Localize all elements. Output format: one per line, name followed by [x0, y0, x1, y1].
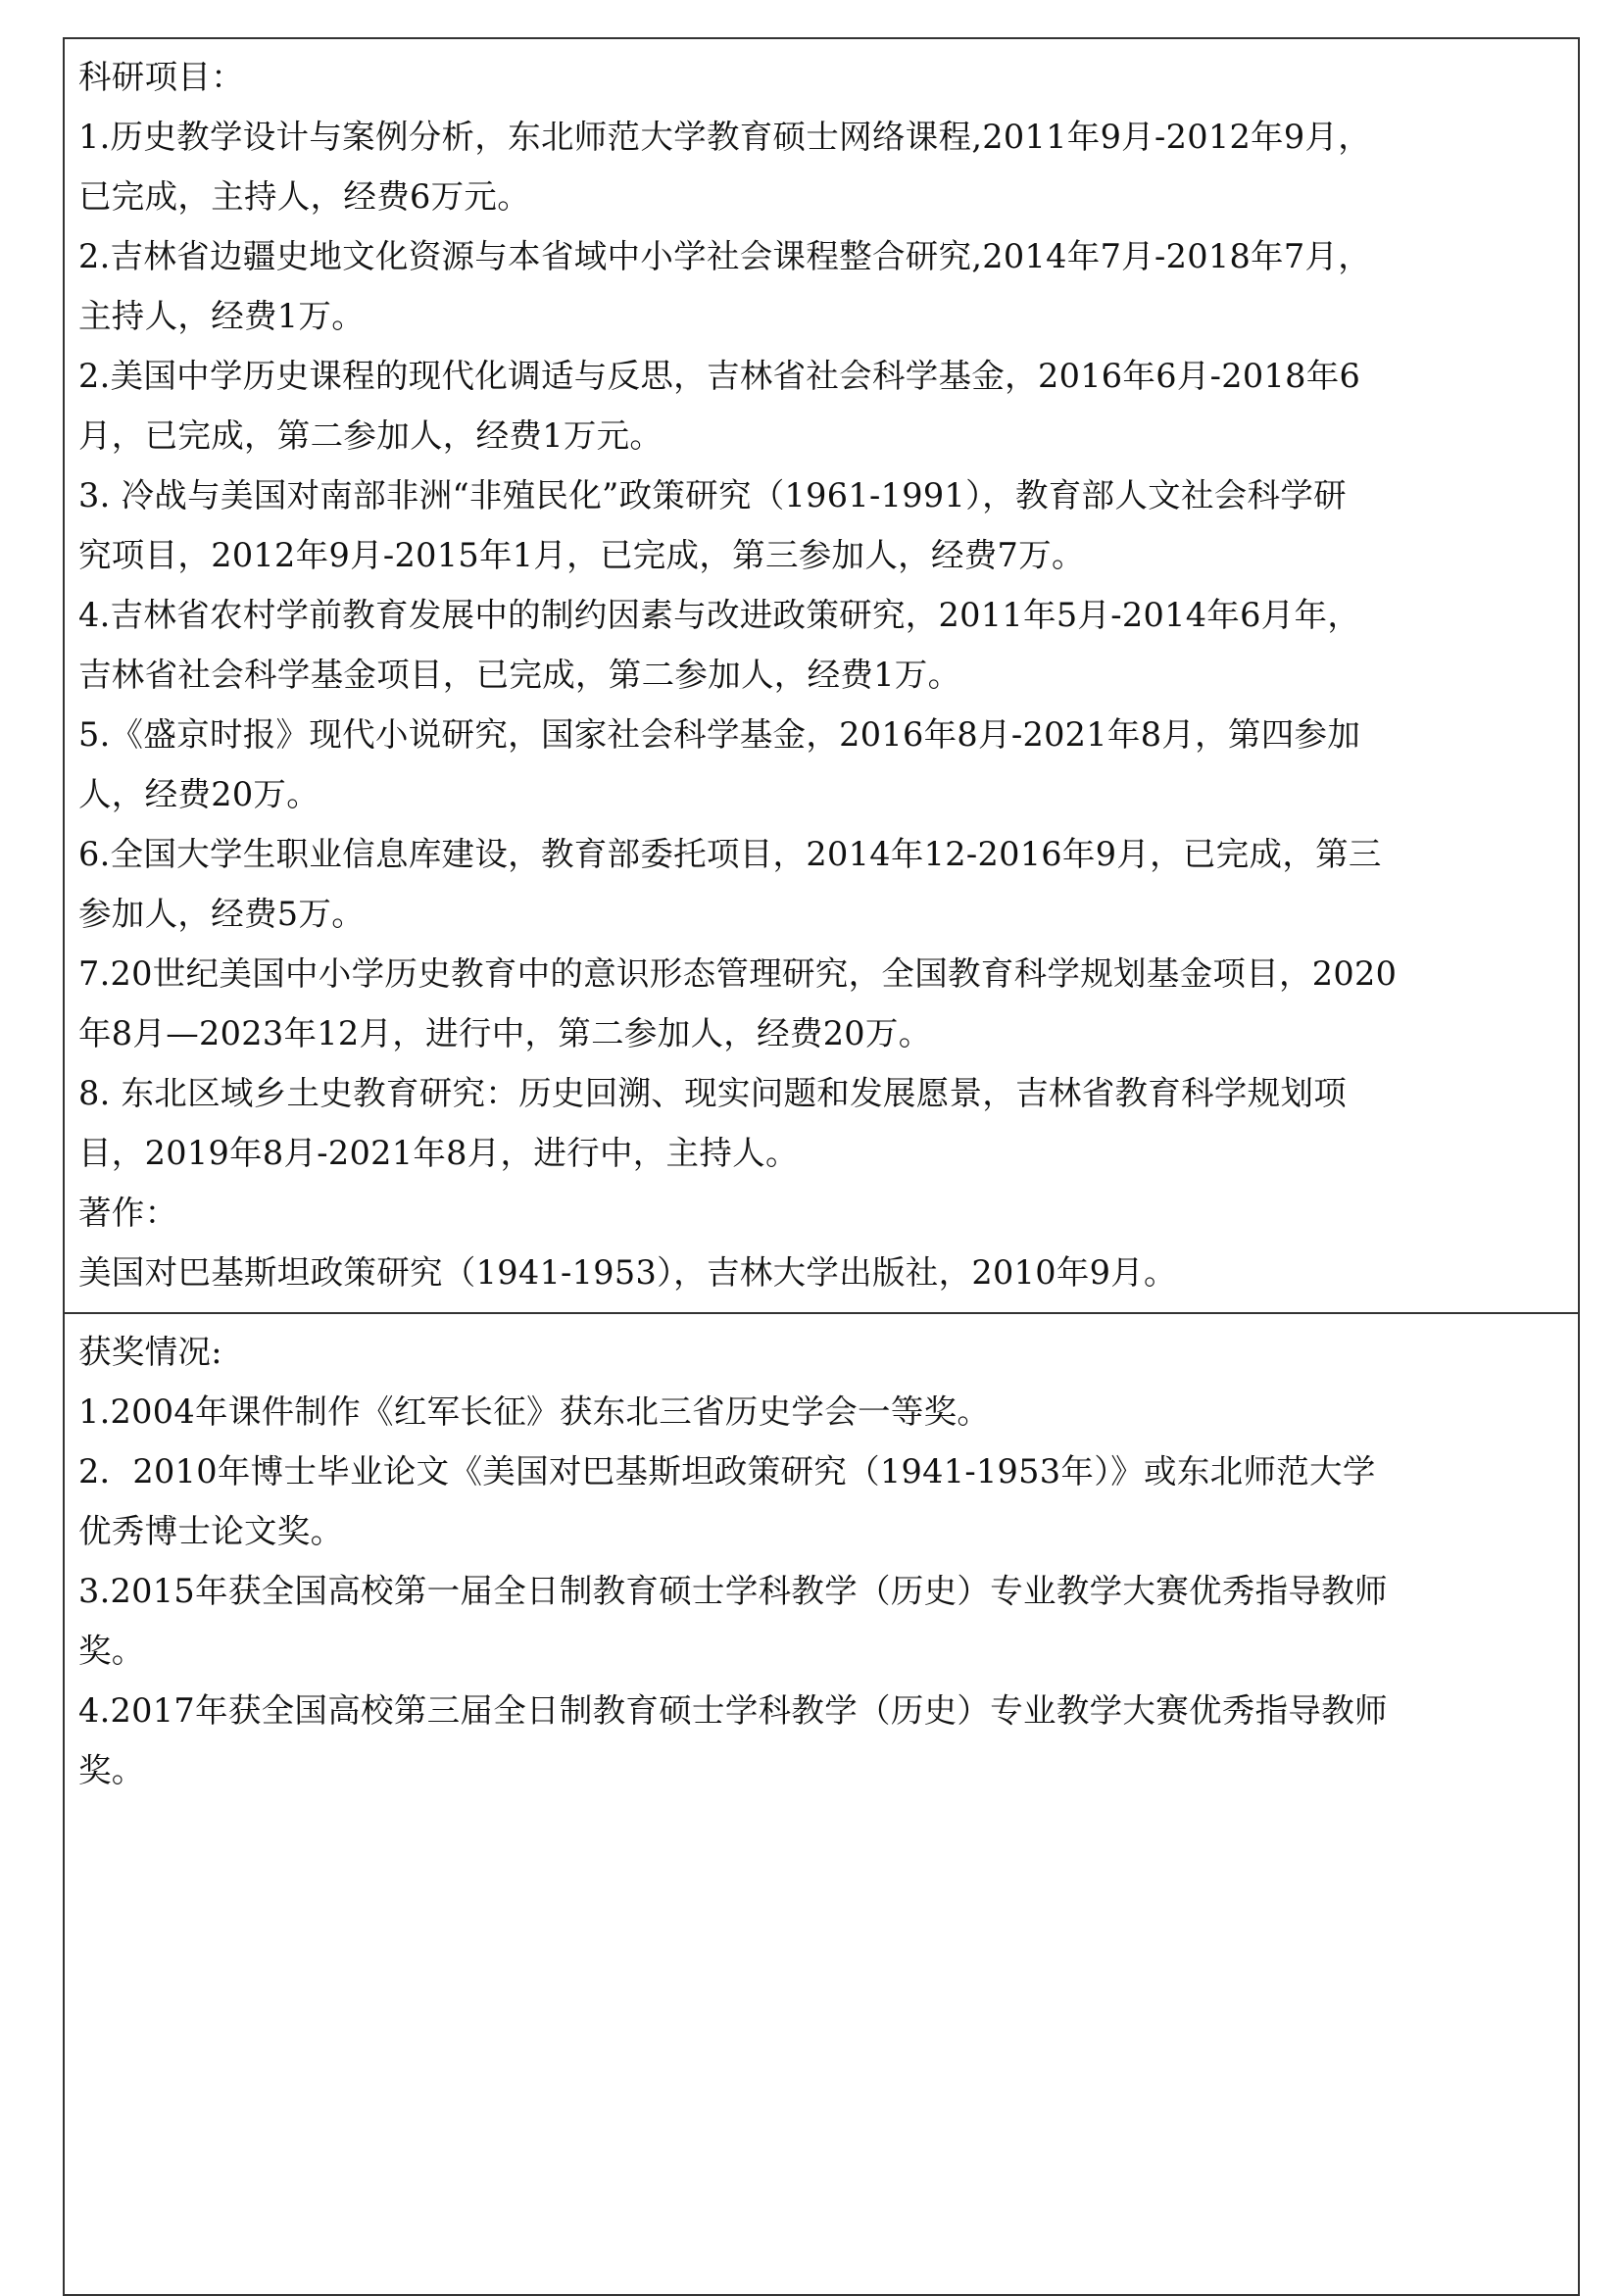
project-line: 2.美国中学历史课程的现代化调适与反思，吉林省社会科学基金，2016年6月-2018年6 [78, 357, 1361, 395]
project-line: 月，已完成，第二参加人，经费1万元。 [78, 416, 663, 455]
project-line: 主持人，经费1万。 [78, 297, 366, 335]
work-line: 美国对巴基斯坦政策研究（1941-1953），吉林大学出版社，2010年9月。 [78, 1253, 1177, 1292]
project-line: 3. 冷战与美国对南部非洲“非殖民化”政策研究（1961-1991），教育部人文社会科学研 [78, 476, 1347, 514]
research-projects-cell [65, 39, 1578, 1314]
project-line: 4.吉林省农村学前教育发展中的制约因素与改进政策研究，2011年5月-2014年6月年， [78, 596, 1361, 634]
project-line: 参加人，经费5万。 [78, 895, 366, 933]
award-line: 3.2015年获全国高校第一届全日制教育硕士学科教学（历史）专业教学大赛优秀指导教师 [78, 1572, 1388, 1610]
project-line: 5.《盛京时报》现代小说研究，国家社会科学基金，2016年8月-2021年8月，第四参加 [78, 715, 1361, 754]
award-line: 优秀博士论文奖。 [78, 1512, 344, 1550]
award-line: 2．2010年博士毕业论文《美国对巴基斯坦政策研究（1941-1953年）》或东北师范大学 [78, 1452, 1376, 1490]
project-line: 究项目，2012年9月-2015年1月，已完成，第三参加人，经费7万。 [78, 536, 1085, 574]
projects-heading: 科研项目： [78, 58, 244, 96]
award-line: 4.2017年获全国高校第三届全日制教育硕士学科教学（历史）专业教学大赛优秀指导教师 [78, 1691, 1388, 1730]
project-line: 吉林省社会科学基金项目，已完成，第二参加人，经费1万。 [78, 656, 961, 694]
project-line: 年8月—2023年12月，进行中，第二参加人，经费20万。 [78, 1014, 932, 1052]
project-line: 6.全国大学生职业信息库建设，教育部委托项目，2014年12-2016年9月，已完成，第三 [78, 835, 1382, 873]
project-line: 7.20世纪美国中小学历史教育中的意识形态管理研究，全国教育科学规划基金项目，2020 [78, 954, 1398, 993]
project-line: 2.吉林省边疆史地文化资源与本省域中小学社会课程整合研究,2014年7月-2018年7月， [78, 237, 1372, 275]
project-line: 目，2019年8月-2021年8月，进行中，主持人。 [78, 1134, 799, 1172]
project-line: 人，经费20万。 [78, 775, 320, 813]
document-table [63, 37, 1580, 2296]
project-line: 已完成，主持人，经费6万元。 [78, 177, 531, 216]
award-line: 奖。 [78, 1632, 145, 1670]
awards-cell [65, 1314, 1578, 2294]
awards-heading: 获奖情况: [78, 1333, 222, 1371]
project-line: 1.历史教学设计与案例分析，东北师范大学教育硕士网络课程,2011年9月-2012年9月， [78, 118, 1372, 156]
works-heading: 著作： [78, 1194, 178, 1232]
award-line: 奖。 [78, 1751, 145, 1789]
award-line: 1.2004年课件制作《红军长征》获东北三省历史学会一等奖。 [78, 1392, 991, 1431]
project-line: 8. 东北区域乡土史教育研究：历史回溯、现实问题和发展愿景，吉林省教育科学规划项 [78, 1074, 1348, 1112]
